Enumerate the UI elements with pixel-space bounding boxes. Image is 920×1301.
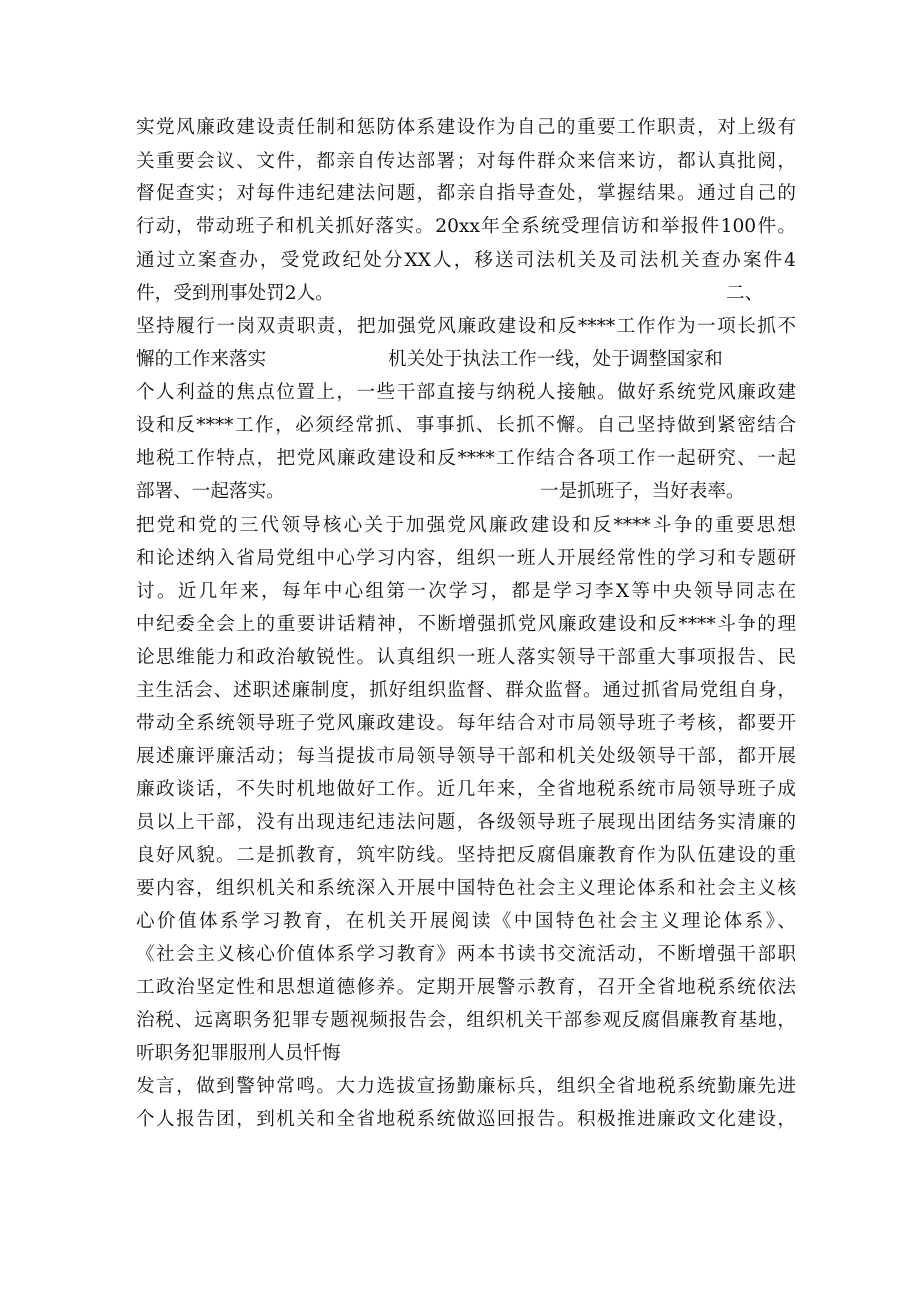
text-line: 主生活会、述职述廉制度，抓好组织监督、群众监督。通过抓省局党组自身， (136, 680, 796, 701)
text-line: 件，受到刑事处罚2人。 (136, 283, 334, 304)
text-line: 设和反****工作，必须经常抓、事事抓、长抓不懈。自己坚持做到紧密结合 (136, 415, 796, 436)
text-line: 良好风貌。二是抓教育，筑牢防线。坚持把反腐倡廉教育作为队伍建设的重 (136, 845, 796, 866)
text-line: 工政治坚定性和思想道德修养。定期开展警示教育，召开全省地税系统依法 (136, 977, 796, 998)
text-line: 听职务犯罪服刑人员忏悔 (136, 1043, 341, 1064)
text-line: 行动，带动班子和机关抓好落实。20xx年全系统受理信访和举报件100件。 (136, 216, 796, 237)
text-line: 把党和党的三代领导核心关于加强党风廉政建设和反****斗争的重要思想 (136, 515, 796, 536)
text-line: 论思维能力和政治敏锐性。认真组织一班人落实领导干部重大事项报告、民 (136, 647, 796, 668)
text-line-segment: 机关处于执法工作一线，处于调整国家和 (388, 349, 723, 370)
section-number: 二、 (726, 283, 764, 304)
text-line: 通过立案查办，受党政纪处分XX人，移送司法机关及司法机关查办案件4 (136, 250, 796, 271)
text-line: 实党风廉政建设责任制和惩防体系建设作为自己的重要工作职责，对上级有 (136, 117, 796, 138)
text-line: 中纪委全会上的重要讲话精神，不断增强抓党风廉政建设和反****斗争的理 (136, 614, 796, 635)
text-line: 发言，做到警钟常鸣。大力选拔宣扬勤廉标兵，组织全省地税系统勤廉先进 (136, 1076, 796, 1097)
text-line: 关重要会议、文件，都亲自传达部署；对每件群众来信来访，都认真批阅， (136, 151, 796, 172)
text-line: 治税、远离职务犯罪专题视频报告会，组织机关干部参观反腐倡廉教育基地， (136, 1010, 796, 1031)
text-line: 带动全系统领导班子党风廉政建设。每年结合对市局领导班子考核，都要开 (136, 713, 796, 734)
text-line: 懈的工作来落实 (136, 349, 267, 370)
text-line: 要内容，组织机关和系统深入开展中国特色社会主义理论体系和社会主义核 (136, 878, 796, 899)
text-line: 地税工作特点，把党风廉政建设和反****工作结合各项工作一起研究、一起 (136, 448, 796, 469)
text-line: 《社会主义核心价值体系学习教育》两本书读书交流活动，不断增强干部职 (136, 944, 796, 965)
text-line: 督促查实；对每件违纪建法问题，都亲自指导查处，掌握结果。通过自己的 (136, 183, 796, 204)
text-line: 员以上干部，没有出现违纪违法问题，各级领导班子展现出团结务实清廉的 (136, 812, 796, 833)
text-line: 部署、一起落实。 (136, 481, 285, 502)
subheading: 一是抓班子，当好表率。 (540, 481, 745, 502)
text-line: 个人报告团，到机关和全省地税系统做巡回报告。积极推进廉政文化建设， (136, 1109, 796, 1130)
text-line: 展述廉评廉活动；每当提拔市局领导领导干部和机关处级领导干部，都开展 (136, 746, 796, 767)
text-line: 讨。近几年来，每年中心组第一次学习，都是学习李X等中央领导同志在 (136, 581, 796, 602)
text-line: 廉政谈话，不失时机地做好工作。近几年来，全省地税系统市局领导班子成 (136, 779, 796, 800)
text-line: 心价值体系学习教育，在机关开展阅读《中国特色社会主义理论体系》、 (136, 911, 796, 932)
text-line: 坚持履行一岗双责职责，把加强党风廉政建设和反****工作作为一项长抓不 (136, 316, 796, 337)
text-line: 个人利益的焦点位置上，一些干部直接与纳税人接触。做好系统党风廉政建 (136, 382, 796, 403)
text-line: 和论述纳入省局党组中心学习内容，组织一班人开展经常性的学习和专题研 (136, 548, 796, 569)
